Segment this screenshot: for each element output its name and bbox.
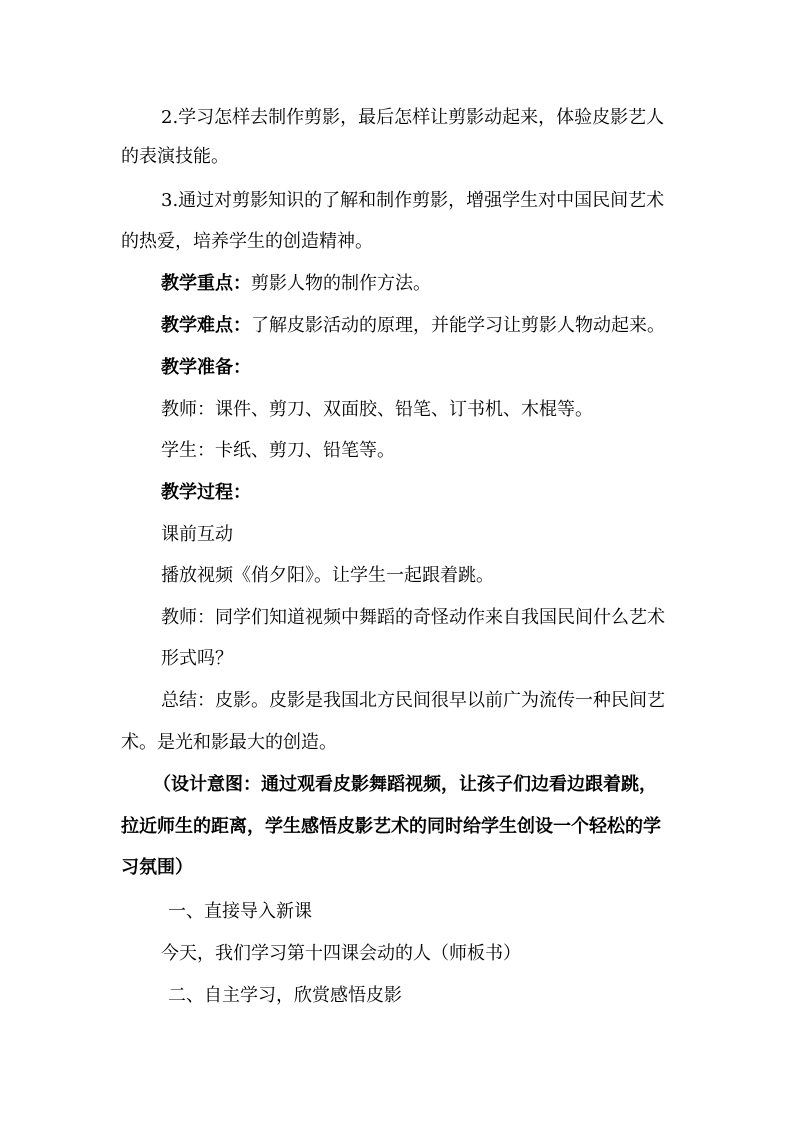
teaching-difficulty-text: 了解皮影活动的原理，并能学习让剪影人物动起来。 bbox=[251, 315, 665, 336]
objective-3-line-2: 的热爱，培养学生的创造精神。 bbox=[121, 231, 373, 252]
teacher-materials: 教师：课件、剪刀、双面胶、铅笔、订书机、木棍等。 bbox=[161, 399, 593, 420]
summary-line-2: 术。是光和影最大的创造。 bbox=[121, 732, 337, 753]
teaching-difficulty-label: 教学难点： bbox=[161, 315, 251, 336]
play-video-line: 播放视频《俏夕阳》。让学生一起跟着跳。 bbox=[161, 565, 494, 586]
teaching-difficulty bbox=[161, 314, 665, 338]
pre-class-interaction: 课前互动 bbox=[161, 524, 233, 545]
section-one-heading: 一、直接导入新课 bbox=[168, 901, 312, 922]
teacher-question-line-2: 形式吗？ bbox=[161, 648, 233, 669]
teaching-key-point-text: 剪影人物的制作方法。 bbox=[251, 273, 431, 294]
student-materials: 学生：卡纸、剪刀、铅笔等。 bbox=[161, 440, 395, 461]
design-intent-line-2: 拉近师生的距离，学生感悟皮影艺术的同时给学生创设一个轻松的学 bbox=[121, 816, 661, 837]
teaching-key-point bbox=[161, 272, 431, 296]
objective-3-line-1: 3.通过对剪影知识的了解和制作剪影，增强学生对中国民间艺术 bbox=[161, 190, 665, 211]
section-one-text: 今天，我们学习第十四课会动的人（师板书） bbox=[161, 943, 521, 964]
teaching-key-point-label: 教学重点： bbox=[161, 273, 251, 294]
design-intent-line-3: 习氛围） bbox=[121, 857, 193, 878]
summary-line-1: 总结：皮影。皮影是我国北方民间很早以前广为流传一种民间艺 bbox=[161, 690, 665, 711]
objective-2-line-1: 2.学习怎样去制作剪影，最后怎样让剪影动起来，体验皮影艺人 bbox=[161, 107, 665, 128]
teaching-process-heading: 教学过程： bbox=[161, 482, 251, 503]
teacher-question-line-1: 教师：同学们知道视频中舞蹈的奇怪动作来自我国民间什么艺术 bbox=[161, 607, 665, 628]
section-two-heading: 二、自主学习，欣赏感悟皮影 bbox=[168, 985, 402, 1006]
teaching-preparation-heading: 教学准备： bbox=[161, 357, 251, 378]
design-intent-line-1: （设计意图：通过观看皮影舞蹈视频，让孩子们边看边跟着跳， bbox=[153, 774, 657, 795]
objective-2-line-2: 的表演技能。 bbox=[121, 146, 229, 167]
